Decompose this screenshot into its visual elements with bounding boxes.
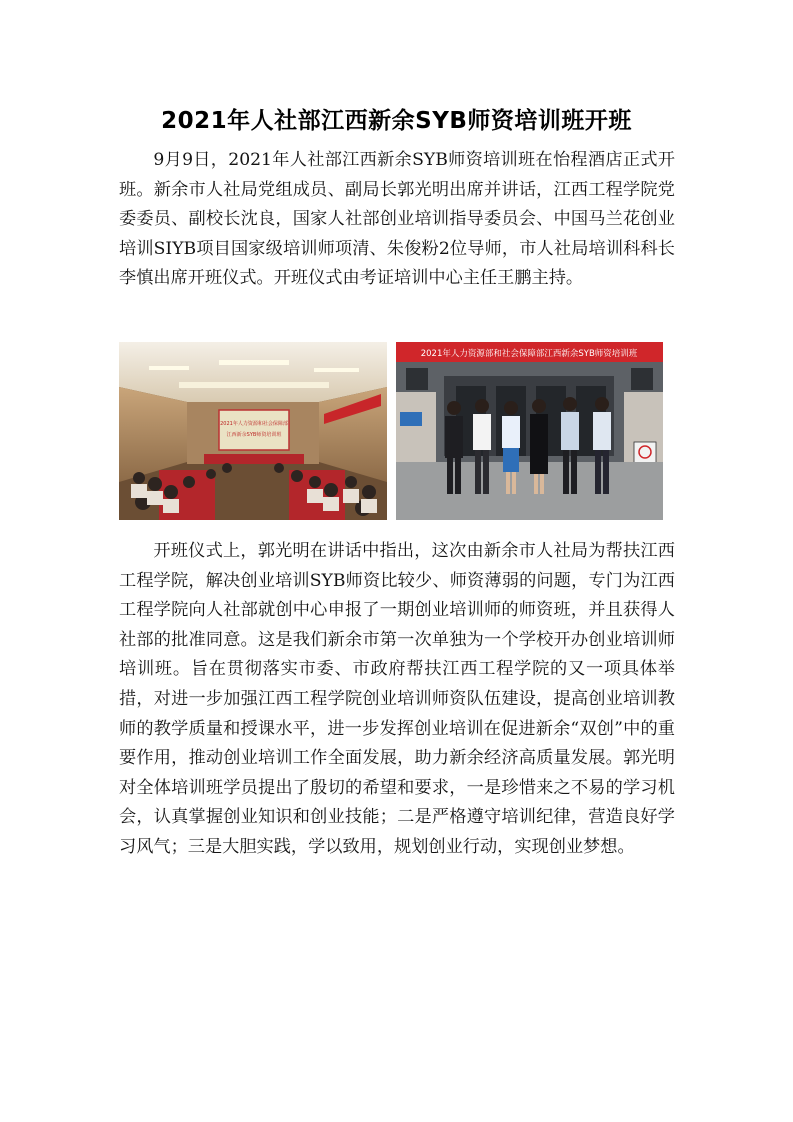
photo-conference-hall: [119, 342, 387, 520]
paragraph-speech: 开班仪式上，郭光明在讲话中指出，这次由新余市人社局为帮扶江西工程学院，解决创业培训SYB师资比较少、师资薄弱的问题，专门为江西工程学院向人社部就创中心申报了一期创业培训师的师资班，并且获得人社部的批准同意。这是我们新余市第一次单独为一个学校开办创业培训师培训班。旨在贯彻落实市委、市政府帮扶江西工程学院的又一项具体举措，对进一步加强江西工程学院创业培训师资队伍建设，提高创业培训教师的教学质量和授课水平，进一步发挥创业培训在促进新余“双创”中的重要作用，推动创业培训工作全面发展，助力新余经济高质量发展。郭光明对全体培训班学员提出了殷切的希望和要求，一是珍惜来之不易的学习机会，认真掌握创业知识和创业技能；二是严格遵守培训纪律，营造良好学习风气；三是大胆实践，学以致用，规划创业行动，实现创业梦想。: [119, 541, 675, 857]
photo-group-portrait: [396, 342, 663, 520]
screen-text-line2: 江西新余SYB师资培训班: [226, 432, 282, 438]
article-title: 2021年人社部江西新余SYB师资培训班开班: [161, 108, 632, 134]
screen-text-line1: 2021年人力资源和社会保障部: [220, 421, 288, 427]
banner-text: 2021年人力资源部和社会保障部江西新余SYB师资培训班: [420, 349, 638, 359]
paragraph-intro: 9月9日，2021年人社部江西新余SYB师资培训班在怡程酒店正式开班。新余市人社局党组成员、副局长郭光明出席并讲话，江西工程学院党委委员、副校长沈良，国家人社部创业培训指导委员会、中国马兰花创业培训SIYB项目国家级培训师项清、朱俊粉2位导师，市人社局培训科科长李慎出席开班仪式。开班仪式由考证培训中心主任王鹏主持。: [119, 150, 675, 289]
